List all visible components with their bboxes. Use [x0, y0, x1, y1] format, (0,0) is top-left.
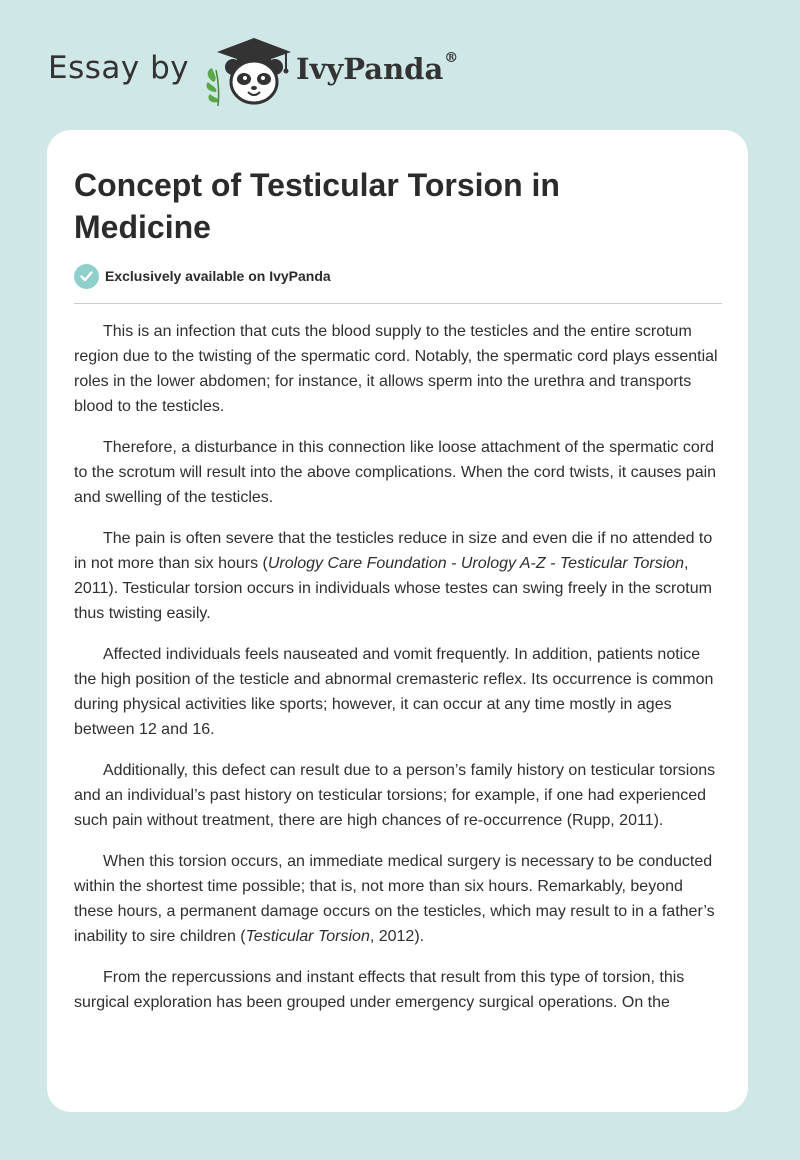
- paragraph: [74, 849, 722, 949]
- registered-mark: ®: [444, 50, 459, 67]
- paragraph: [74, 526, 722, 626]
- ivypanda-logo[interactable]: [296, 52, 458, 86]
- paragraph-text: , 2012).: [369, 928, 425, 945]
- check-icon: [74, 264, 99, 289]
- page-title: Concept of Testicular Torsion in Medicine: [74, 167, 560, 245]
- paragraph: [74, 642, 722, 742]
- paragraph: [74, 758, 722, 833]
- paragraph-text: This is an infection that cuts the blood supply to the testicles and the entire scrotum region due to the twisting of the spermatic cord. Notably, the spermatic cord plays essential roles in the lower abdomen; for instance, it allows sperm into the urethra and transports blood to the testicles.: [74, 323, 718, 415]
- paragraph-text: The pain is often severe that the testicles reduce in size and even die if no attended to in not more than six hours (: [74, 530, 713, 572]
- paragraph-text: When this torsion occurs, an immediate medical surgery is necessary to be conducted within the shortest time possible; that is, not more than six hours. Remarkably, beyond these hours, a permanent damage occurs on the testicles, which may result to in a father’s inability to sire children (: [74, 853, 715, 945]
- paragraph: [74, 435, 722, 510]
- citation-title: Urology Care Foundation - Urology A-Z - Testicular Torsion: [267, 555, 685, 572]
- divider: [74, 303, 722, 304]
- site-header: [0, 0, 800, 120]
- essay-body: [74, 319, 722, 1031]
- essay-by-label: Essay by: [48, 50, 190, 86]
- paragraph-text: Therefore, a disturbance in this connection like loose attachment of the spermatic cord to the scrotum will result into the above complications. When the cord twists, it causes pain and swelling of the testicles.: [74, 439, 717, 506]
- paragraph-text: From the repercussions and instant effects that result from this type of torsion, this surgical exploration has been grouped under emergency surgical operations. On the: [74, 969, 685, 1011]
- brand-name: IvyPanda: [296, 52, 444, 86]
- badge-label: Exclusively available on IvyPanda: [105, 268, 331, 284]
- citation-title: Testicular Torsion: [245, 928, 370, 945]
- paragraph: [74, 319, 722, 419]
- paragraph: [74, 965, 722, 1015]
- panda-graduation-cap-icon[interactable]: [202, 34, 292, 110]
- essay-card: [47, 130, 748, 1112]
- exclusive-badge: [74, 263, 331, 289]
- paragraph-text: Affected individuals feels nauseated and vomit frequently. In addition, patients notice the high position of the testicle and abnormal cremasteric reflex. Its occurrence is common during physical activities like sports; however, it can occur at any time mostly in ages between 12 and 16.: [74, 646, 714, 738]
- paragraph-text: Additionally, this defect can result due to a person’s family history on testicular torsions and an individual’s past history on testicular torsions; for example, if one had experienced such pain without treatment, there are high chances of re-occurrence (Rupp, 2011).: [74, 762, 716, 829]
- paragraph-text: , 2011). Testicular torsion occurs in individuals whose testes can swing freely in the scrotum thus twisting easily.: [74, 555, 712, 622]
